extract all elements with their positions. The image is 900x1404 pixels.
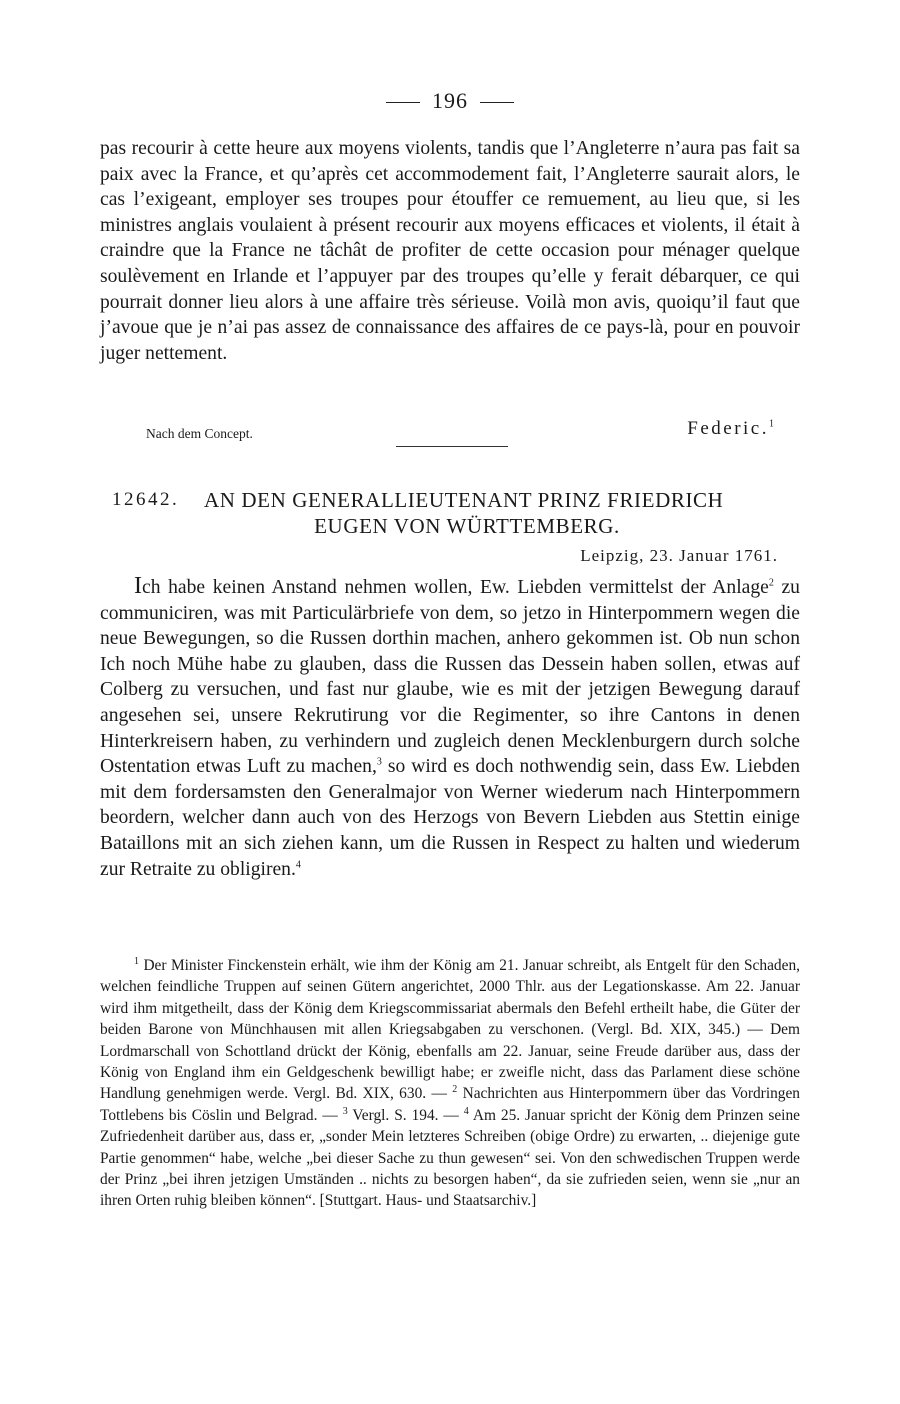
footnotes [100,955,800,1212]
footnote-1-text: Der Minister Finckenstein erhält, wie ihm der König am 21. Januar schreibt, als Entgelt für den Schaden, welchen feindliche Truppen auf seinen Gütern angerichtet, 2000 Thlr. aus der Legationskasse. Am 22. Januar wird ihm mitgetheilt, dass der König dem Kriegscommissariat abermals den Befehl ertheilt habe, die Güter der beiden Barone von Münchhausen mit allen Kriegsabgaben zu verschonen. (Vergl. Bd. XIX, 345.) — Dem Lordmarschall von Schottland drückt der König, ebenfalls am 22. Januar, seine Freude darüber aus, dass der König von England ihm ein Geldgeschenk bewilligt habe; er zweifle nicht, dass das Parlament diese schöne Handlung genehmigen werde. Vergl. Bd. XIX, 630. — [100,957,800,1103]
signature-text: Federic. [687,418,769,439]
footnote-mark-4: 4 [463,1105,469,1117]
footnote-paragraph [100,955,800,1212]
footnote-ref-1: 1 [769,418,774,430]
footnote-4-text: Am 25. Januar spricht der König dem Prinzen seine Zufriedenheit darüber aus, dass er, „sonder Mein letzteres Schreiben (obige Ordre) zu erwarten, .. diejenige gute Partie genommen“ habe, welche „bei dieser Sache zu thun gewesen“ sei. Von den schwedischen Truppen werde der Prinz „bei ihren jetzigen Umständen .. nichts zu besorgen haben“, da sie zufrieden seien, wenn sie „nur an ihren Orten ruhig bleiben können“. [Stuttgart. Haus- und Staatsarchiv.] [100,1106,800,1210]
letter-heading-line-2: EUGEN VON WÜRTTEMBERG. [314,514,620,538]
footnote-ref-2: 2 [768,577,774,589]
letter-text-3: so wird es doch nothwendig sein, dass Ew. Liebden mit dem fordersamsten den Generalmajor von Werner wiederum nach Hinterpommern beordern, welcher dann auch von des Herzogs von Bevern Liebden aus Stettin einige Bataillons mit an sich ziehen kann, um die Russen in Respect zu halten und wiederum zur Retraite zu obligiren. [100,756,800,880]
source-note: Nach dem Concept. [146,426,253,441]
continuation-paragraph: pas recourir à cette heure aux moyens violents, tandis que l’Angleterre n’aura pas fait sa paix avec la France, et qu’après cet accommodement fait, l’Angleterre saurait alors, le cas l’exigeant, employer ses troupes pour étouffer ce remuement, au lieu que, si les ministres anglais voulaient à présent recourir aux moyens efficaces et violents, il était à craindre que la France ne tâchât de profiter de cette occasion pour ménager quelque soulèvement en Irlande et l’appuyer par des troupes qu’elle y ferait débarquer, ce qui pourrait donner lieu alors à une affaire très sérieuse. Voilà mon avis, quoiqu’il faut que j’avoue que je n’ai pas assez de connaissance des affaires de ce pays-là, pour en pouvoir juger nettement. [100,138,800,364]
page-number-dash-right [480,102,514,103]
letter-body [100,574,800,882]
footnote-3-text: Vergl. S. 194. — [347,1106,464,1124]
footnote-ref-4: 4 [295,859,301,870]
dateline: Leipzig, 23. Januar 1761. [580,546,778,565]
letter-paragraph [100,574,800,882]
footnote-2-text: Nachrichten aus Hinterpommern über das Vordringen Tottlebens bis Cöslin und Belgrad. — [100,1085,801,1124]
initial-letter: I [134,573,142,599]
signature [687,418,774,440]
footnote-ref-3: 3 [376,756,382,768]
page-number-row [100,88,800,114]
footnote-mark-1: 1 [134,955,139,967]
footnote-mark-2: 2 [452,1084,458,1096]
section-divider [396,446,508,447]
footnote-mark-3: 3 [342,1105,348,1117]
letter-text-1: ch habe keinen Anstand nehmen wollen, Ew. Liebden vermittelst der Anlage [142,577,769,598]
letter-continuation [100,136,800,366]
closing-row [100,418,800,448]
page-number-dash-left [386,102,420,103]
letter-heading-line-1: AN DEN GENERALLIEUTENANT PRINZ FRIEDRICH [204,488,724,512]
page-number: 196 [432,88,468,113]
letter-text-2: zu communiciren, was mit Particulärbriefe von dem, so jetzo in Hinterpommern wegen die neue Bewegungen, so die Russen dorthin machen, anhero gekommen ist. Ob nun schon Ich noch Mühe habe zu glauben, dass die Russen das Dessein haben sollen, etwas auf Colberg zu versuchen, und fast nur glaube, wie es mit der jetzigen Bewegung darauf angesehen sei, unsere Rekrutirung vor die Regimenter, so ihre Cantons in denen Hinterkreisern haben, zu verhindern und zugleich denen Mecklenburgern durch solche Ostentation etwas Luft zu machen, [100,577,800,778]
letter-number: 12642. [112,489,180,510]
